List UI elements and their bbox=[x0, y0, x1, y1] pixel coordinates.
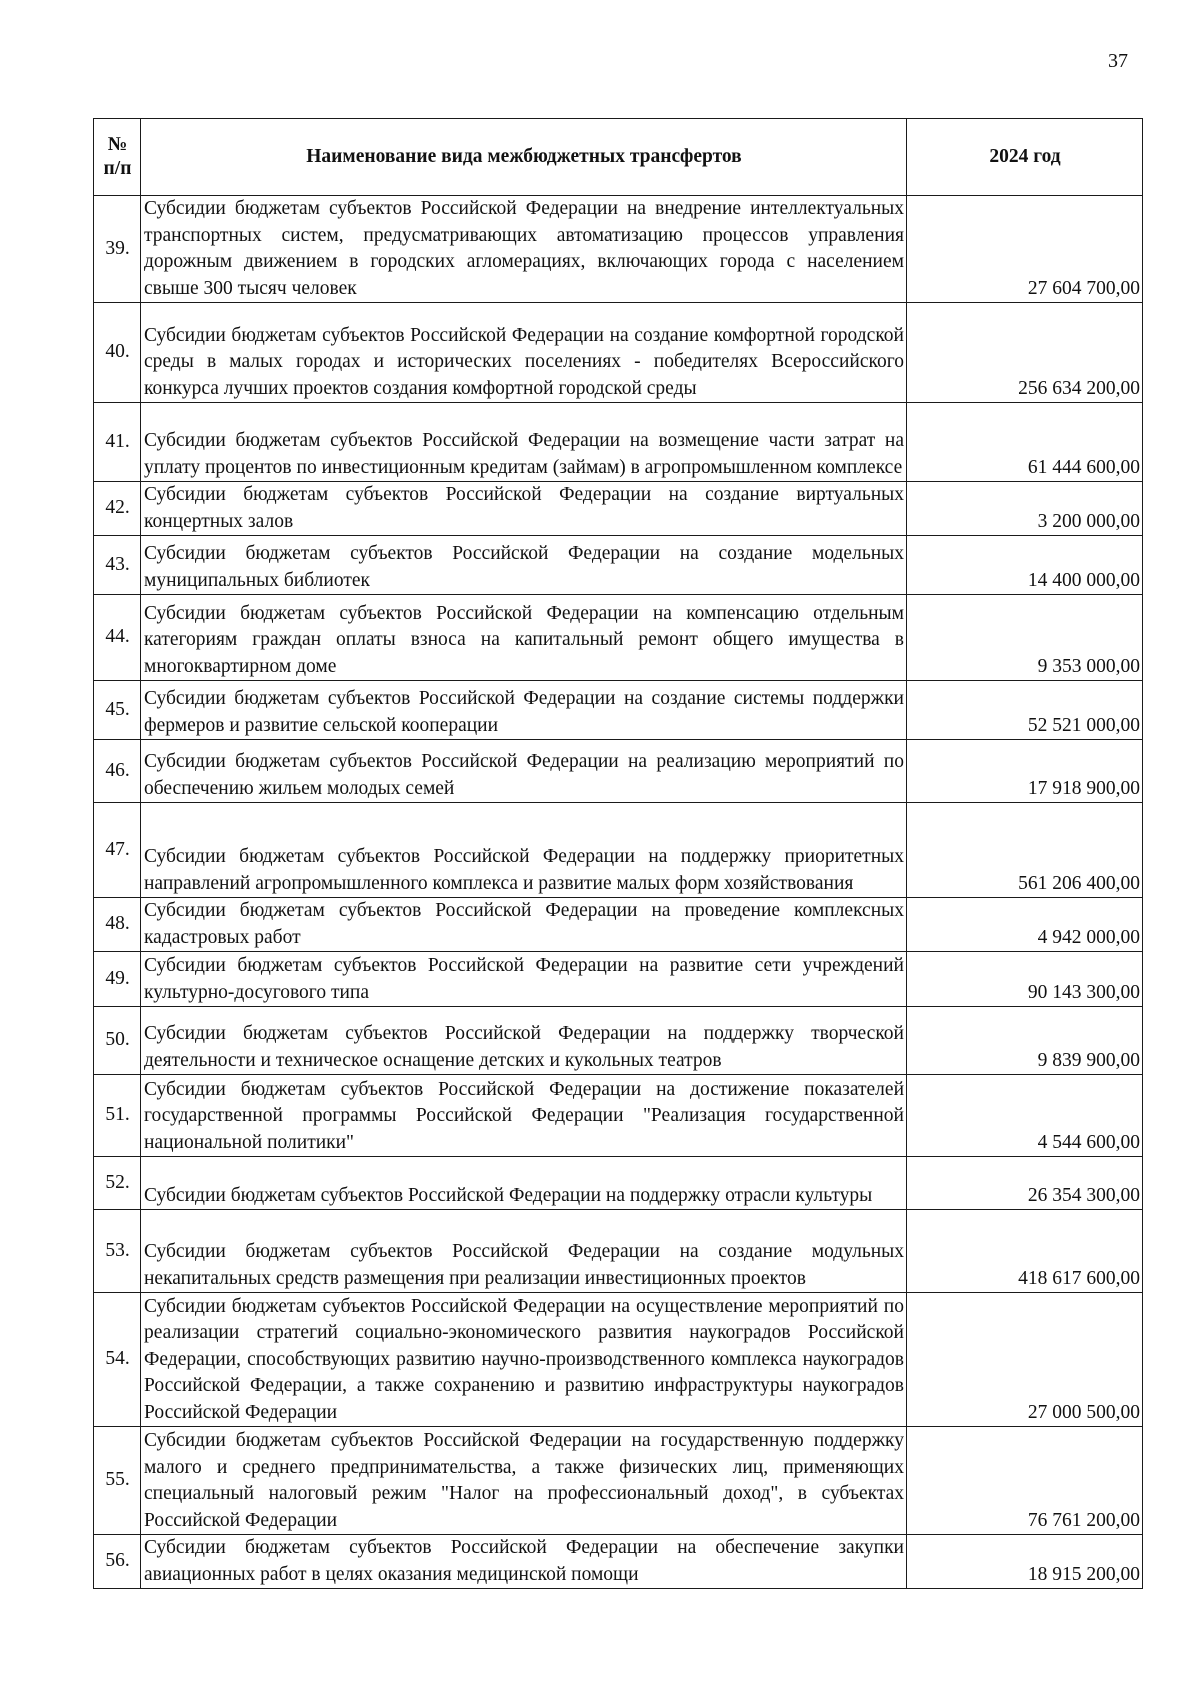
transfer-name: Субсидии бюджетам субъектов Российской Федерации на осуществление мероприятий по реализации стратегий социально-экономического развития наукоградов Российской Федерации, способствующих развитию научно-производственного комплекса наукоградов Российской Федерации, а также сохранению и развитию инфраструктуры наукоградов Российской Федерации bbox=[141, 1293, 907, 1427]
table-row bbox=[94, 1535, 1143, 1589]
transfer-name: Субсидии бюджетам субъектов Российской Федерации на создание виртуальных концертных залов bbox=[141, 482, 907, 536]
row-number: 46. bbox=[94, 740, 141, 803]
header-num-label: № п/п bbox=[103, 134, 132, 179]
table-row bbox=[94, 681, 1143, 740]
header-num bbox=[94, 119, 141, 196]
transfer-name: Субсидии бюджетам субъектов Российской Федерации на достижение показателей государственной программы Российской Федерации "Реализация государственной национальной политики" bbox=[141, 1075, 907, 1157]
row-number: 51. bbox=[94, 1075, 141, 1157]
transfer-name: Субсидии бюджетам субъектов Российской Федерации на создание системы поддержки фермеров и развитие сельской кооперации bbox=[141, 681, 907, 740]
transfer-name: Субсидии бюджетам субъектов Российской Федерации на развитие сети учреждений культурно-досугового типа bbox=[141, 952, 907, 1007]
transfer-name: Субсидии бюджетам субъектов Российской Федерации на возмещение части затрат на уплату процентов по инвестиционным кредитам (займам) в агропромышленном комплексе bbox=[141, 403, 907, 482]
table-row bbox=[94, 1007, 1143, 1075]
table-row bbox=[94, 196, 1143, 303]
header-row bbox=[94, 119, 1143, 196]
table-row bbox=[94, 1210, 1143, 1293]
row-number: 44. bbox=[94, 595, 141, 681]
transfers-table bbox=[93, 118, 1143, 1589]
row-number: 47. bbox=[94, 803, 141, 898]
transfer-amount: 27 000 500,00 bbox=[907, 1293, 1143, 1427]
table-row bbox=[94, 1427, 1143, 1535]
header-name-label: Наименование вида межбюджетных трансфертов bbox=[306, 146, 742, 167]
transfer-amount: 61 444 600,00 bbox=[907, 403, 1143, 482]
transfer-amount: 52 521 000,00 bbox=[907, 681, 1143, 740]
transfer-name: Субсидии бюджетам субъектов Российской Федерации на реализацию мероприятий по обеспечению жильем молодых семей bbox=[141, 740, 907, 803]
row-number: 40. bbox=[94, 303, 141, 403]
table-row bbox=[94, 1293, 1143, 1427]
table-row bbox=[94, 595, 1143, 681]
transfer-amount: 9 839 900,00 bbox=[907, 1007, 1143, 1075]
transfer-name: Субсидии бюджетам субъектов Российской Федерации на поддержку приоритетных направлений агропромышленного комплекса и развитие малых форм хозяйствования bbox=[141, 803, 907, 898]
row-number: 48. bbox=[94, 898, 141, 952]
transfer-name: Субсидии бюджетам субъектов Российской Федерации на создание комфортной городской среды в малых городах и исторических поселениях - победителях Всероссийского конкурса лучших проектов создания комфортной городской среды bbox=[141, 303, 907, 403]
row-number: 55. bbox=[94, 1427, 141, 1535]
row-number: 43. bbox=[94, 536, 141, 595]
transfer-amount: 14 400 000,00 bbox=[907, 536, 1143, 595]
transfer-name: Субсидии бюджетам субъектов Российской Федерации на обеспечение закупки авиационных работ в целях оказания медицинской помощи bbox=[141, 1535, 907, 1589]
transfer-amount: 4 544 600,00 bbox=[907, 1075, 1143, 1157]
table-row bbox=[94, 1075, 1143, 1157]
table-row bbox=[94, 898, 1143, 952]
header-year-label: 2024 год bbox=[989, 146, 1061, 167]
header-name bbox=[141, 119, 907, 196]
transfer-amount: 561 206 400,00 bbox=[907, 803, 1143, 898]
table-row bbox=[94, 482, 1143, 536]
page-number: 37 bbox=[1108, 50, 1128, 72]
transfer-name: Субсидии бюджетам субъектов Российской Федерации на поддержку отрасли культуры bbox=[141, 1157, 907, 1210]
transfer-name: Субсидии бюджетам субъектов Российской Федерации на создание модульных некапитальных средств размещения при реализации инвестиционных проектов bbox=[141, 1210, 907, 1293]
table-row bbox=[94, 740, 1143, 803]
transfer-amount: 9 353 000,00 bbox=[907, 595, 1143, 681]
transfer-name: Субсидии бюджетам субъектов Российской Федерации на компенсацию отдельным категориям граждан оплаты взноса на капитальный ремонт общего имущества в многоквартирном доме bbox=[141, 595, 907, 681]
row-number: 42. bbox=[94, 482, 141, 536]
transfer-amount: 27 604 700,00 bbox=[907, 196, 1143, 303]
transfer-amount: 90 143 300,00 bbox=[907, 952, 1143, 1007]
transfer-name: Субсидии бюджетам субъектов Российской Федерации на создание модельных муниципальных библиотек bbox=[141, 536, 907, 595]
transfer-amount: 26 354 300,00 bbox=[907, 1157, 1143, 1210]
table-row bbox=[94, 303, 1143, 403]
table-row bbox=[94, 403, 1143, 482]
table-row bbox=[94, 1157, 1143, 1210]
row-number: 54. bbox=[94, 1293, 141, 1427]
transfer-name: Субсидии бюджетам субъектов Российской Федерации на государственную поддержку малого и среднего предпринимательства, а также физических лиц, применяющих специальный налоговый режим "Налог на профессиональный доход", в субъектах Российской Федерации bbox=[141, 1427, 907, 1535]
table-body bbox=[94, 196, 1143, 1589]
transfer-amount: 4 942 000,00 bbox=[907, 898, 1143, 952]
table-row bbox=[94, 952, 1143, 1007]
row-number: 52. bbox=[94, 1157, 141, 1210]
transfer-amount: 18 915 200,00 bbox=[907, 1535, 1143, 1589]
table-header bbox=[94, 119, 1143, 196]
transfer-amount: 17 918 900,00 bbox=[907, 740, 1143, 803]
header-year bbox=[907, 119, 1143, 196]
row-number: 45. bbox=[94, 681, 141, 740]
row-number: 49. bbox=[94, 952, 141, 1007]
row-number: 41. bbox=[94, 403, 141, 482]
table-row bbox=[94, 803, 1143, 898]
transfer-name: Субсидии бюджетам субъектов Российской Федерации на внедрение интеллектуальных транспортных систем, предусматривающих автоматизацию процессов управления дорожным движением в городских агломерациях, включающих города с населением свыше 300 тысяч человек bbox=[141, 196, 907, 303]
transfer-name: Субсидии бюджетам субъектов Российской Федерации на проведение комплексных кадастровых работ bbox=[141, 898, 907, 952]
transfer-amount: 256 634 200,00 bbox=[907, 303, 1143, 403]
transfer-amount: 76 761 200,00 bbox=[907, 1427, 1143, 1535]
transfer-name: Субсидии бюджетам субъектов Российской Федерации на поддержку творческой деятельности и техническое оснащение детских и кукольных театров bbox=[141, 1007, 907, 1075]
table-row bbox=[94, 536, 1143, 595]
transfer-amount: 418 617 600,00 bbox=[907, 1210, 1143, 1293]
transfer-amount: 3 200 000,00 bbox=[907, 482, 1143, 536]
row-number: 53. bbox=[94, 1210, 141, 1293]
row-number: 50. bbox=[94, 1007, 141, 1075]
row-number: 56. bbox=[94, 1535, 141, 1589]
row-number: 39. bbox=[94, 196, 141, 303]
